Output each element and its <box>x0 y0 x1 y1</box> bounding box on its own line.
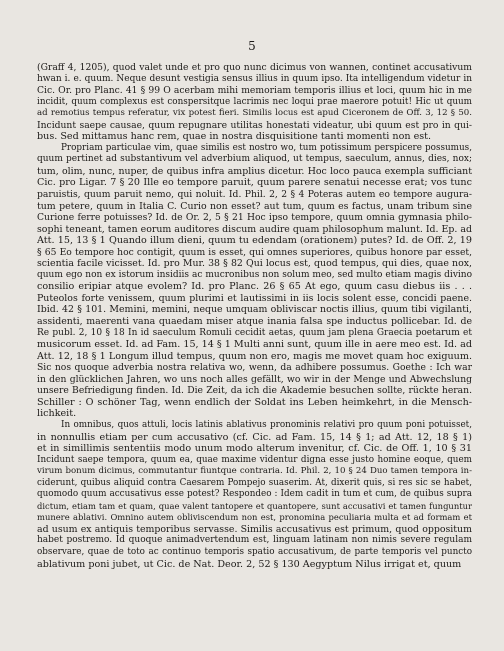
paragraph <box>37 420 472 570</box>
text-line: in nonnullis etiam per cum accusativo (cf. Cic. ad Fam. 15, 14 § 1; ad Att. 12, 18 § 1) <box>37 431 472 443</box>
text-line: Puteolos forte venissem, quum plurimi et lautissimi in iis locis solent esse, concidi paene. <box>37 292 472 304</box>
text-line: incidit, quum complexus est conspersitque lacrimis nec loqui prae maerore potuit! Hic ut quum <box>37 96 472 107</box>
text-line: Cic. pro Ligar. 7 § 20 Ille eo tempore paruit, quum parere senatui necesse erat; vos tunc <box>37 177 472 189</box>
text-line: et in simillimis sententiis modo unum modo alterum invenitur, cf. Cic. de Off. 1, 10 § 31 <box>37 443 472 455</box>
text-line: quomodo quum accusativus esse potest? Respondeo : Idem cadit in tum et cum, de quibus supra <box>37 489 472 500</box>
text-line: tum petere, quum in Italia C. Curio non esset? aut tum, quum es factus, unam tribum sine <box>37 200 472 212</box>
paragraph <box>37 62 472 143</box>
text-line: quum pertinet ad substantivum vel adverbium aliquod, ut tempus, saeculum, annus, dies, nox; <box>37 154 472 165</box>
text-line: In omnibus, quos attuli, locis latinis ablativus pronominis relativi pro quum poni potuisset, <box>61 419 472 430</box>
text-line: Re publ. 2, 10 § 18 In id saeculum Romuli cecidit aetas, quum jam plena Graecia poetarum et <box>37 327 472 338</box>
text-line: assidenti, maerenti vana quaedam miser atque inania falsa spe inductus pollicebar. Id. de <box>37 316 472 328</box>
text-line: Att. 15, 13 § 1 Quando illum dieni, quum tu edendam (orationem) putes? Id. de Off. 2, 19 <box>37 235 472 247</box>
text-line: ciderunt, quibus aliquid contra Caesarem Pompejo suaserim. At, dixerit quis, si res sic se habet, <box>37 477 472 488</box>
text-line: Ibid. 42 § 101. Memini, memini, neque umquam obliviscar noctis illius, quum tibi vigilanti, <box>37 304 472 316</box>
text-line: § 65 Eo tempore hoc contigit, quum is esset, qui omnes superiores, quibus honore par esset, <box>37 246 472 258</box>
text-line: scientia facile vicisset. Id. pro Mur. 38 § 82 Qui locus est, quod tempus, qui dies, quae nox, <box>37 258 472 270</box>
text-line: musicorum esset. Id. ad Fam. 15, 14 § 1 Multi anni sunt, quum ille in aere meo est. Id. ad <box>37 339 472 351</box>
text-line: Sic nos quoque adverbia nostra relativa wo, wenn, da adhibere possumus. Goethe : Ich war <box>37 362 472 374</box>
text-line: bus. Sed mittamus hanc rem, quae in nostra disquisitione tanti momenti non est. <box>37 131 432 143</box>
text-line: ad remotius tempus referatur, vix potest fieri. Similis locus est apud Ciceronem de Off. 3, 12 § 50. <box>37 108 472 119</box>
text-line: habet postremo. Id quoque animadvertendum est, linguam latinam non nimis severe regulam <box>37 535 472 546</box>
text-line: Att. 12, 18 § 1 Longum illud tempus, quum non ero, magis me movet quam hoc exiguum. <box>37 350 472 362</box>
text-line: sophi teneant, tamen eorum auditores discum audire quam philosophum malunt. Id. Ep. ad <box>37 223 472 235</box>
text-line: (Graff 4, 1205), quod valet unde et pro quo nunc dicimus von wannen, continet accusativum <box>37 62 472 73</box>
text-line: Curione ferre potuisses? Id. de Or. 2, 5 § 21 Hoc ipso tempore, quum omnia gymnasia philo- <box>37 212 472 224</box>
text-line: Incidunt saepe tempora, quum ea, quae maxime videntur digna esse justo homine eoque, quem <box>37 454 472 465</box>
text-line: observare, quae de toto ac continuo temporis spatio accusativum, de parte temporis vel puncto <box>37 546 472 557</box>
text-line: Incidunt saepe causae, quum repugnare utilitas honestati videatur, ubi quum est pro in qui- <box>37 119 472 131</box>
text-line: quum ego non ex istorum insidiis ac mucronibus non solum meo, sed multo etiam magis divino <box>37 269 472 280</box>
text-line: Propriam particulae vim, quae similis est nostro wo, tum potissimum perspicere possumus, <box>61 142 472 153</box>
text-line: consilio eripiar atque evolem? Id. pro Planc. 26 § 65 At ego, quum casu diebus iis . . . <box>37 281 472 293</box>
text-line: tum, olim, nunc, nuper, de quibus infra amplius dicetur. Hoc loco pauca exempla sufficiant <box>37 165 472 177</box>
text-line: unsere Befriedigung finden. Id. Die Zeit, da ich die Akademie besuchen sollte, rückte heran. <box>37 385 472 397</box>
text-line: Cic. Or. pro Planc. 41 § 99 O acerbam mihi memoriam temporis illius et loci, quum hic in me <box>37 85 472 97</box>
text-line: in den glücklichen Jahren, wo uns noch alles gefällt, wo wir in der Menge und Abwechslung <box>37 373 472 385</box>
paragraph <box>37 143 472 420</box>
text-line: dictum, etiam tam et quam, quae valent tantopere et quantopere, sunt accusativi et tamen funguntur <box>37 500 472 511</box>
text-line: munere ablativi. Omnino autem obliviscendum non est, pronomina peculiaria multa et ad formam et <box>37 512 472 523</box>
text-line: lichkeit. <box>37 408 77 420</box>
text-line: paruistis, quum paruit nemo, qui noluit. Id. Phil. 2, 2 § 4 Poteras autem eo tempore augura- <box>37 189 472 201</box>
text-line: virum bonum dicimus, commutantur fiuntque contraria. Id. Phil. 2, 10 § 24 Duo tamen tempora in- <box>37 466 472 477</box>
page-number: 5 <box>248 39 256 53</box>
body-text <box>37 62 472 570</box>
text-line: ablativum poni jubet, ut Cic. de Nat. Deor. 2, 52 § 130 Aegyptum Nilus irrigat et, quum <box>37 558 462 570</box>
text-line: ad usum ex antiquis temporibus servasse. Similis accusativus est primum, quod oppositum <box>37 523 472 535</box>
text-line: Schiller : O schöner Tag, wenn endlich der Soldat ins Leben heimkehrt, in die Mensch- <box>37 396 472 408</box>
text-line: hwan i. e. quum. Neque desunt vestigia sensus illius in quum ipso. Ita intelligendum videtur in <box>37 73 472 84</box>
